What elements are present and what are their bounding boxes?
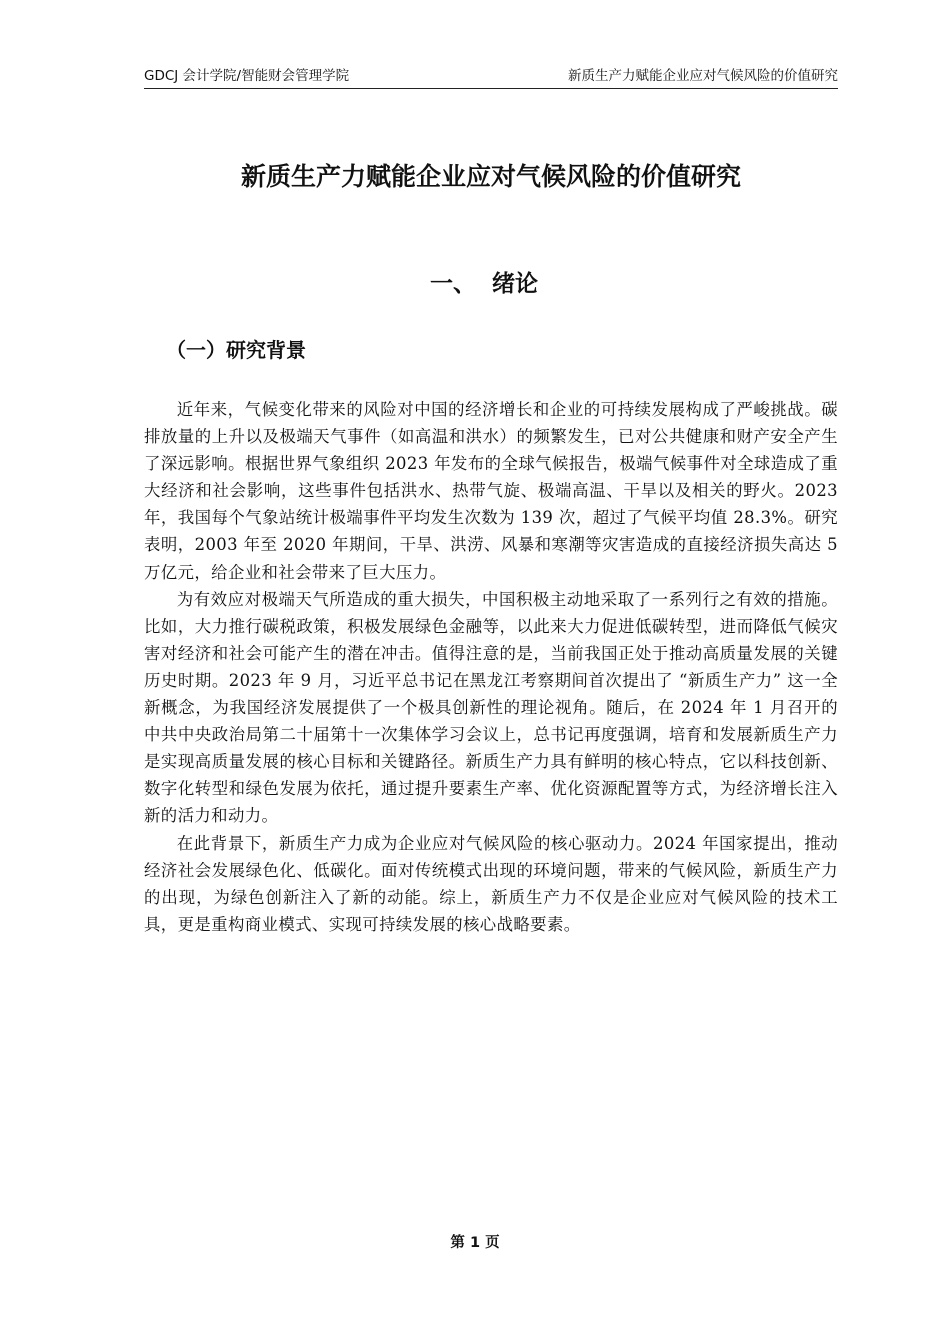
header-paper-title: 新质生产力赋能企业应对气候风险的价值研究 (568, 68, 838, 84)
paragraph: 近年来，气候变化带来的风险对中国的经济增长和企业的可持续发展构成了严峻挑战。碳排放量的上升以及极端天气事件（如高温和洪水）的频繁发生，已对公共健康和财产安全产生了深远影响。根据世界气象组织 2023 年发布的全球气候报告，极端气候事件对全球造成了重大经济和社会影响，这些事件包括洪水、热带气旋、极端高温、干旱以及相关的野火。2023 年，我国每个气象站统计极端事件平均发生次数为 139 次，超过了气候平均值 28.3%。研究表明，2003 年至 2020 年期间，干旱、洪涝、风暴和寒潮等灾害造成的直接经济损失高达 5 万亿元，给企业和社会带来了巨大压力。 (144, 400, 838, 582)
paragraph: 为有效应对极端天气所造成的重大损失，中国积极主动地采取了一系列行之有效的措施。比如，大力推行碳税政策，积极发展绿色金融等，以此来大力促进低碳转型，进而降低气候灾害对经济和社会可能产生的潜在冲击。值得注意的是，当前我国正处于推动高质量发展的关键历史时期。2023 年 9 月，习近平总书记在黑龙江考察期间首次提出了 “新质生产力” 这一全新概念，为我国经济发展提供了一个极具创新性的理论视角。随后，在 2024 年 1 月召开的中共中央政治局第二十届第十一次集体学习会议上，总书记再度强调，培育和发展新质生产力是实现高质量发展的核心目标和关键路径。新质生产力具有鲜明的核心特点，它以科技创新、数字化转型和绿色发展为依托，通过提升要素生产率、优化资源配置等方式，为经济增长注入新的活力和动力。 (144, 589, 838, 826)
running-header (144, 66, 838, 89)
page-number: 第 1 页 (450, 1235, 500, 1251)
header-institution: GDCJ 会计学院/智能财会管理学院 (144, 68, 350, 84)
subsection-heading: （一）研究背景 (166, 338, 306, 362)
paragraph: 在此背景下，新质生产力成为企业应对气候风险的核心驱动力。2024 年国家提出，推动经济社会发展绿色化、低碳化。面对传统模式出现的环境问题，带来的气候风险，新质生产力的出现，为绿色创新注入了新的动能。综上，新质生产力不仅是企业应对气候风险的技术工具，更是重构商业模式、实现可持续发展的核心战略要素。 (144, 833, 838, 934)
section-heading: 一、 绪论 (430, 271, 539, 297)
paper-title: 新质生产力赋能企业应对气候风险的价值研究 (240, 162, 741, 191)
body-text (144, 396, 838, 938)
